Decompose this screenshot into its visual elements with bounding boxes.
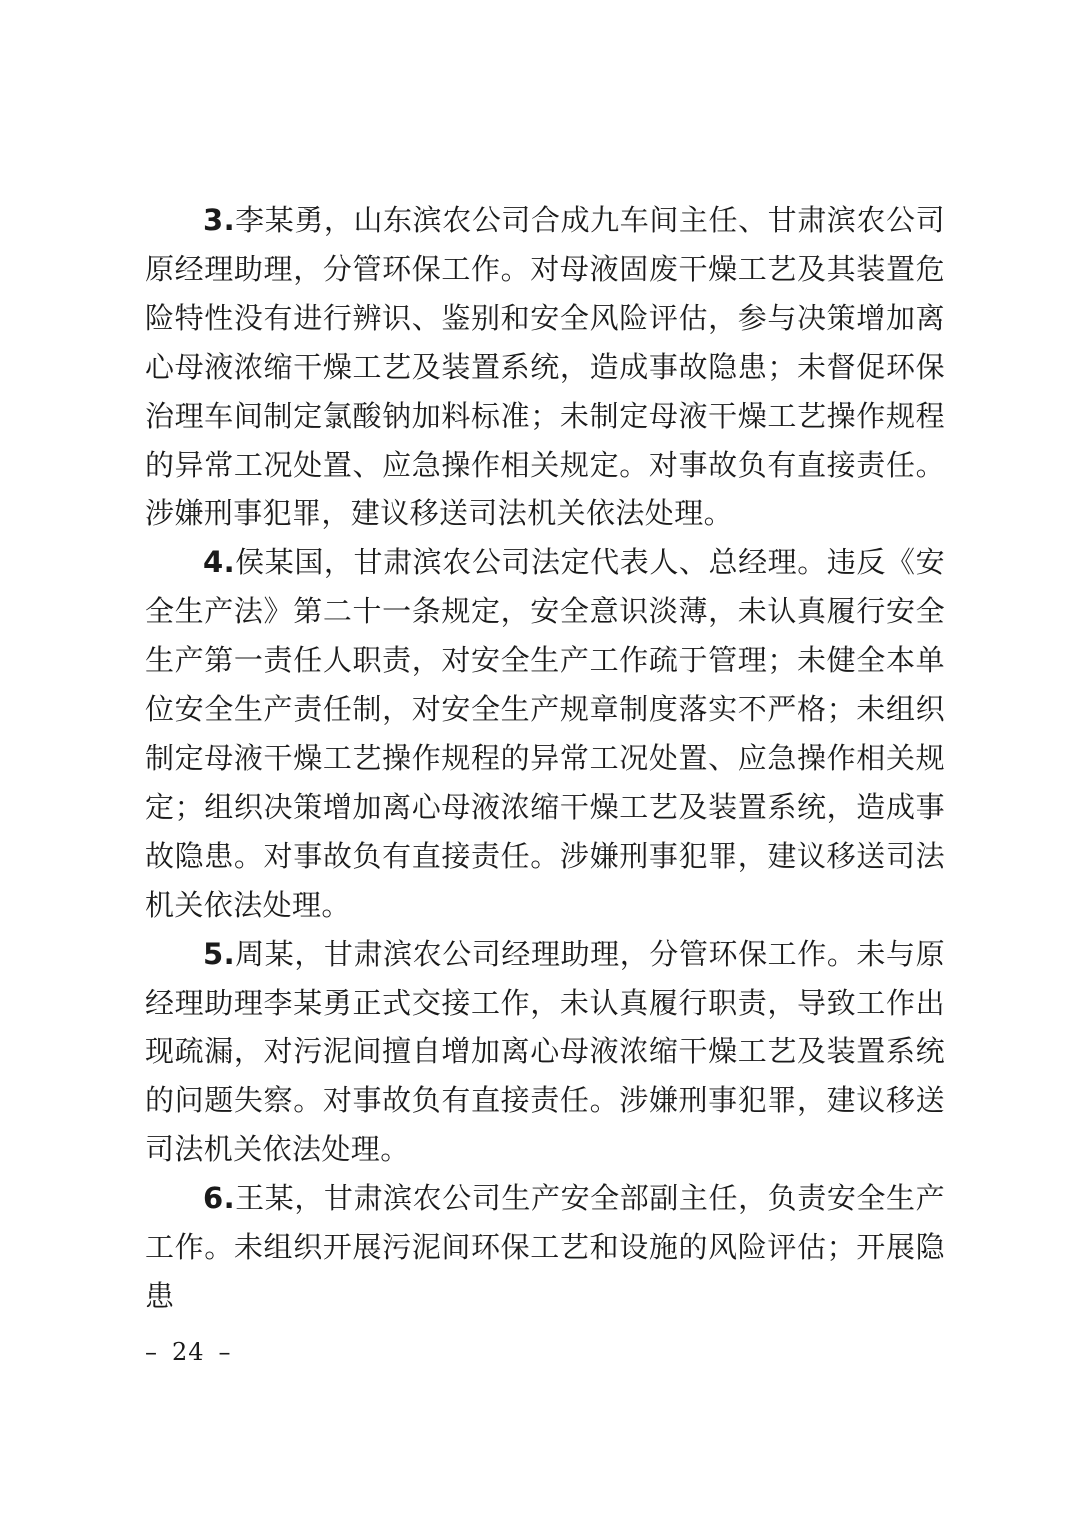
paragraph-text: 周某，甘肃滨农公司经理助理，分管环保工作。未与原经理助理李某勇正式交接工作，未认真履行职责，导致工作出现疏漏，对污泥间擅自增加离心母液浓缩干燥工艺及装置系统的问题失察。对事故负有直接责任。涉嫌刑事犯罪，建议移送司法机关依法处理。 — [145, 936, 945, 1167]
item-number: 5. — [203, 936, 235, 971]
paragraph-5 — [145, 930, 945, 1175]
paragraph-text: 王某，甘肃滨农公司生产安全部副主任，负责安全生产工作。未组织开展污泥间环保工艺和设施的风险评估；开展隐患 — [145, 1181, 945, 1313]
page-number-dash-right: – — [218, 1338, 232, 1366]
page-number-dash-left: – — [145, 1338, 158, 1366]
paragraph-4 — [145, 538, 945, 929]
paragraph-6 — [145, 1174, 945, 1321]
item-number: 4. — [203, 545, 235, 580]
page-number — [145, 1338, 232, 1366]
paragraph-text: 李某勇，山东滨农公司合成九车间主任、甘肃滨农公司原经理助理，分管环保工作。对母液固废干燥工艺及其装置危险特性没有进行辨识、鉴别和安全风险评估，参与决策增加离心母液浓缩干燥工艺及装置系统，造成事故隐患；未督促环保治理车间制定氯酸钠加料标准；未制定母液干燥工艺操作规程的异常工况处置、应急操作相关规定。对事故负有直接责任。涉嫌刑事犯罪，建议移送司法机关依法处理。 — [145, 203, 945, 531]
item-number: 3. — [203, 203, 235, 237]
paragraph-text: 侯某国，甘肃滨农公司法定代表人、总经理。违反《安全生产法》第二十一条规定，安全意识淡薄，未认真履行安全生产第一责任人职责，对安全生产工作疏于管理；未健全本单位安全生产责任制，对安全生产规章制度落实不严格；未组织制定母液干燥工艺操作规程的异常工况处置、应急操作相关规定；组织决策增加离心母液浓缩干燥工艺及装置系统，造成事故隐患。对事故负有直接责任。涉嫌刑事犯罪，建议移送司法机关依法处理。 — [145, 545, 945, 922]
paragraph-3 — [145, 196, 945, 538]
page-number-value: 24 — [172, 1338, 205, 1366]
item-number: 6. — [203, 1181, 235, 1216]
document-body — [145, 196, 945, 1321]
